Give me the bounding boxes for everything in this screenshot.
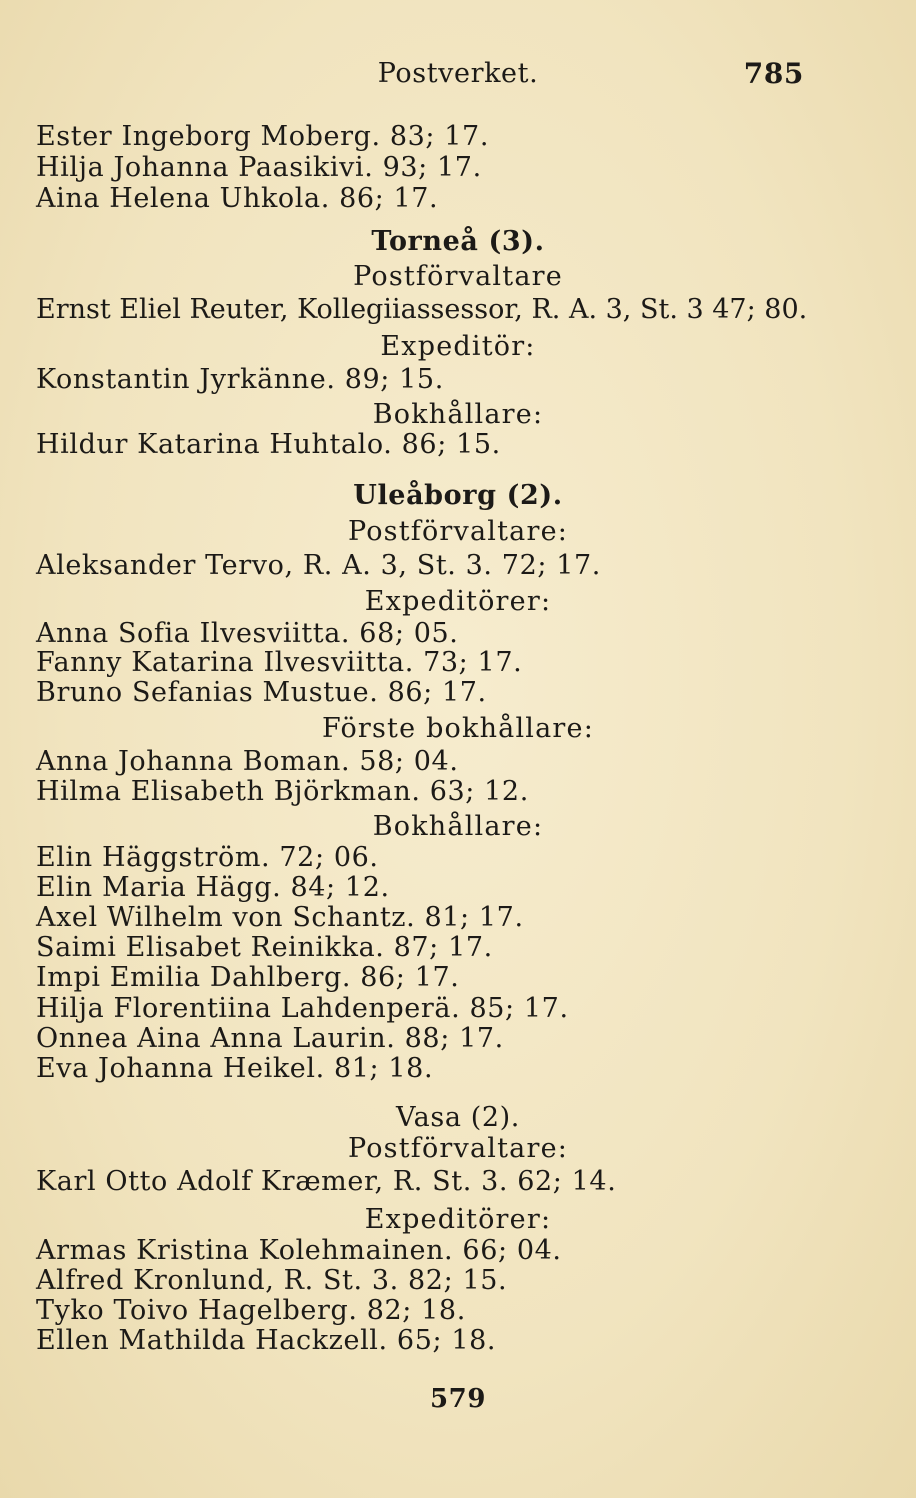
role-heading: Bokhållare: xyxy=(372,399,544,430)
list-item: Elin Häggström. 72; 06. xyxy=(36,842,379,873)
list-item: Ellen Mathilda Hackzell. 65; 18. xyxy=(36,1325,497,1356)
list-item: Saimi Elisabet Reinikka. 87; 17. xyxy=(36,932,493,963)
list-item: Armas Kristina Kolehmainen. 66; 04. xyxy=(36,1235,562,1266)
list-item: Onnea Aina Anna Laurin. 88; 17. xyxy=(36,1023,504,1054)
section-heading: Vasa (2). xyxy=(396,1102,520,1133)
list-item: Hilja Johanna Paasikivi. 93; 17. xyxy=(36,152,482,183)
list-item: Fanny Katarina Ilvesviitta. 73; 17. xyxy=(36,647,523,678)
role-heading: Expeditörer: xyxy=(364,1204,552,1235)
section-heading: Uleåborg (2). xyxy=(353,480,563,511)
signature-mark: 579 xyxy=(429,1384,487,1414)
list-item: Eva Johanna Heikel. 81; 18. xyxy=(36,1053,434,1084)
list-item: Hilma Elisabeth Björkman. 63; 12. xyxy=(36,776,529,807)
running-head-title: Postverket. xyxy=(377,58,539,89)
list-item: Alfred Kronlund, R. St. 3. 82; 15. xyxy=(36,1265,508,1296)
role-heading: Postförvaltare: xyxy=(347,516,569,547)
list-item: Konstantin Jyrkänne. 89; 15. xyxy=(36,364,444,395)
list-item: Karl Otto Adolf Kræmer, R. St. 3. 62; 14. xyxy=(36,1166,617,1197)
list-item: Ernst Eliel Reuter, Kollegiiassessor, R. A. 3, St. 3 47; 80. xyxy=(36,294,808,325)
page-number: 785 xyxy=(743,57,804,90)
role-heading: Bokhållare: xyxy=(372,811,544,842)
list-item: Anna Sofia Ilvesviitta. 68; 05. xyxy=(36,618,459,649)
list-item: Hilja Florentiina Lahdenperä. 85; 17. xyxy=(36,993,569,1024)
list-item: Bruno Sefanias Mustue. 86; 17. xyxy=(36,677,487,708)
list-item: Ester Ingeborg Moberg. 83; 17. xyxy=(36,121,490,152)
section-heading: Torneå (3). xyxy=(371,226,545,257)
list-item: Hildur Katarina Huhtalo. 86; 15. xyxy=(36,429,501,460)
list-item: Anna Johanna Boman. 58; 04. xyxy=(36,746,459,777)
list-item: Aina Helena Uhkola. 86; 17. xyxy=(36,183,439,214)
role-heading: Expeditör: xyxy=(380,331,536,362)
list-item: Aleksander Tervo, R. A. 3, St. 3. 72; 17. xyxy=(36,550,601,581)
list-item: Impi Emilia Dahlberg. 86; 17. xyxy=(36,962,460,993)
role-heading: Postförvaltare: xyxy=(347,1133,569,1164)
role-heading: Expeditörer: xyxy=(364,586,552,617)
list-item: Tyko Toivo Hagelberg. 82; 18. xyxy=(36,1295,466,1326)
role-heading: Förste bokhållare: xyxy=(321,713,595,744)
list-item: Elin Maria Hägg. 84; 12. xyxy=(36,872,390,903)
list-item: Axel Wilhelm von Schantz. 81; 17. xyxy=(36,902,524,933)
role-heading: Postförvaltare xyxy=(353,261,563,292)
